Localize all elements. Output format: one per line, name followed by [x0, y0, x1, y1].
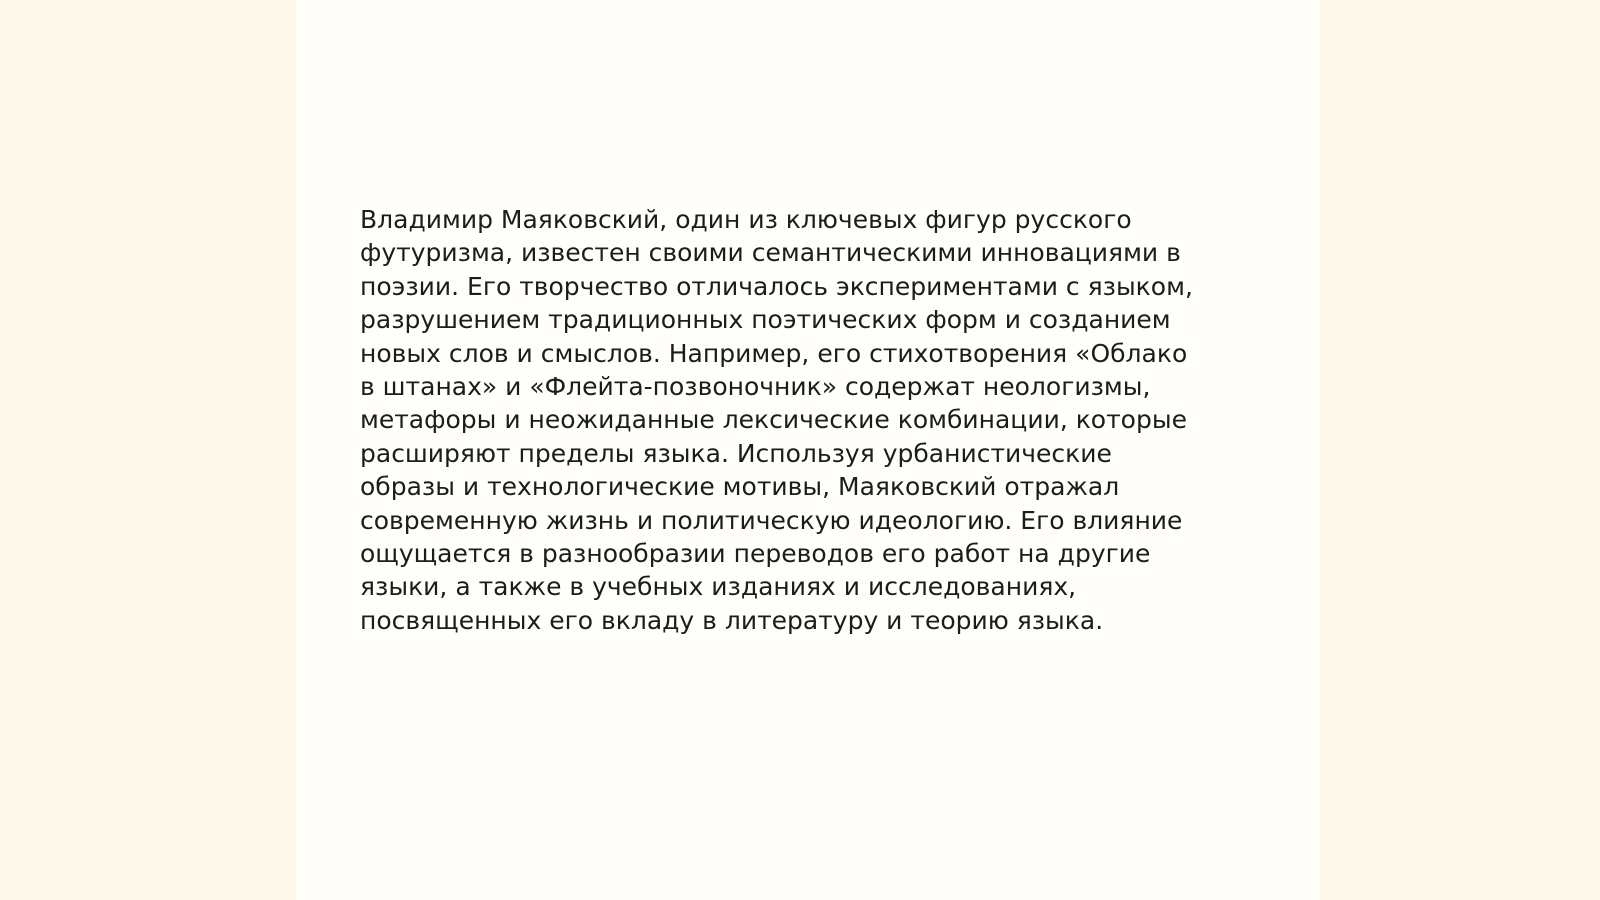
body-paragraph — [360, 203, 1260, 637]
paragraph-line: расширяют пределы языка. Используя урбанистические — [360, 438, 1112, 468]
paragraph-line: разрушением традиционных поэтических форм и созданием — [360, 305, 1171, 335]
paragraph-line: посвященных его вкладу в литературу и теорию языка. — [360, 605, 1104, 635]
paragraph-line: новых слов и смыслов. Например, его стихотворения «Облако — [360, 338, 1188, 368]
paragraph-line: Владимир Маяковский, один из ключевых фигур русского — [360, 205, 1132, 234]
paragraph-line: метафоры и неожиданные лексические комбинации, которые — [360, 405, 1187, 435]
paragraph-line: в штанах» и «Флейта-позвоночник» содержат неологизмы, — [360, 371, 1151, 401]
paragraph-line: образы и технологические мотивы, Маяковский отражал — [360, 472, 1120, 502]
paragraph-line: языки, а также в учебных изданиях и исследованиях, — [360, 572, 1077, 602]
paragraph-line: поэзии. Его творчество отличалось экспериментами с языком, — [360, 271, 1193, 301]
document-page — [296, 0, 1320, 900]
paragraph-line: ощущается в разнообразии переводов его работ на другие — [360, 538, 1151, 568]
paragraph-line: современную жизнь и политическую идеологию. Его влияние — [360, 505, 1183, 535]
paragraph-line: футуризма, известен своими семантическими инновациями в — [360, 238, 1181, 268]
